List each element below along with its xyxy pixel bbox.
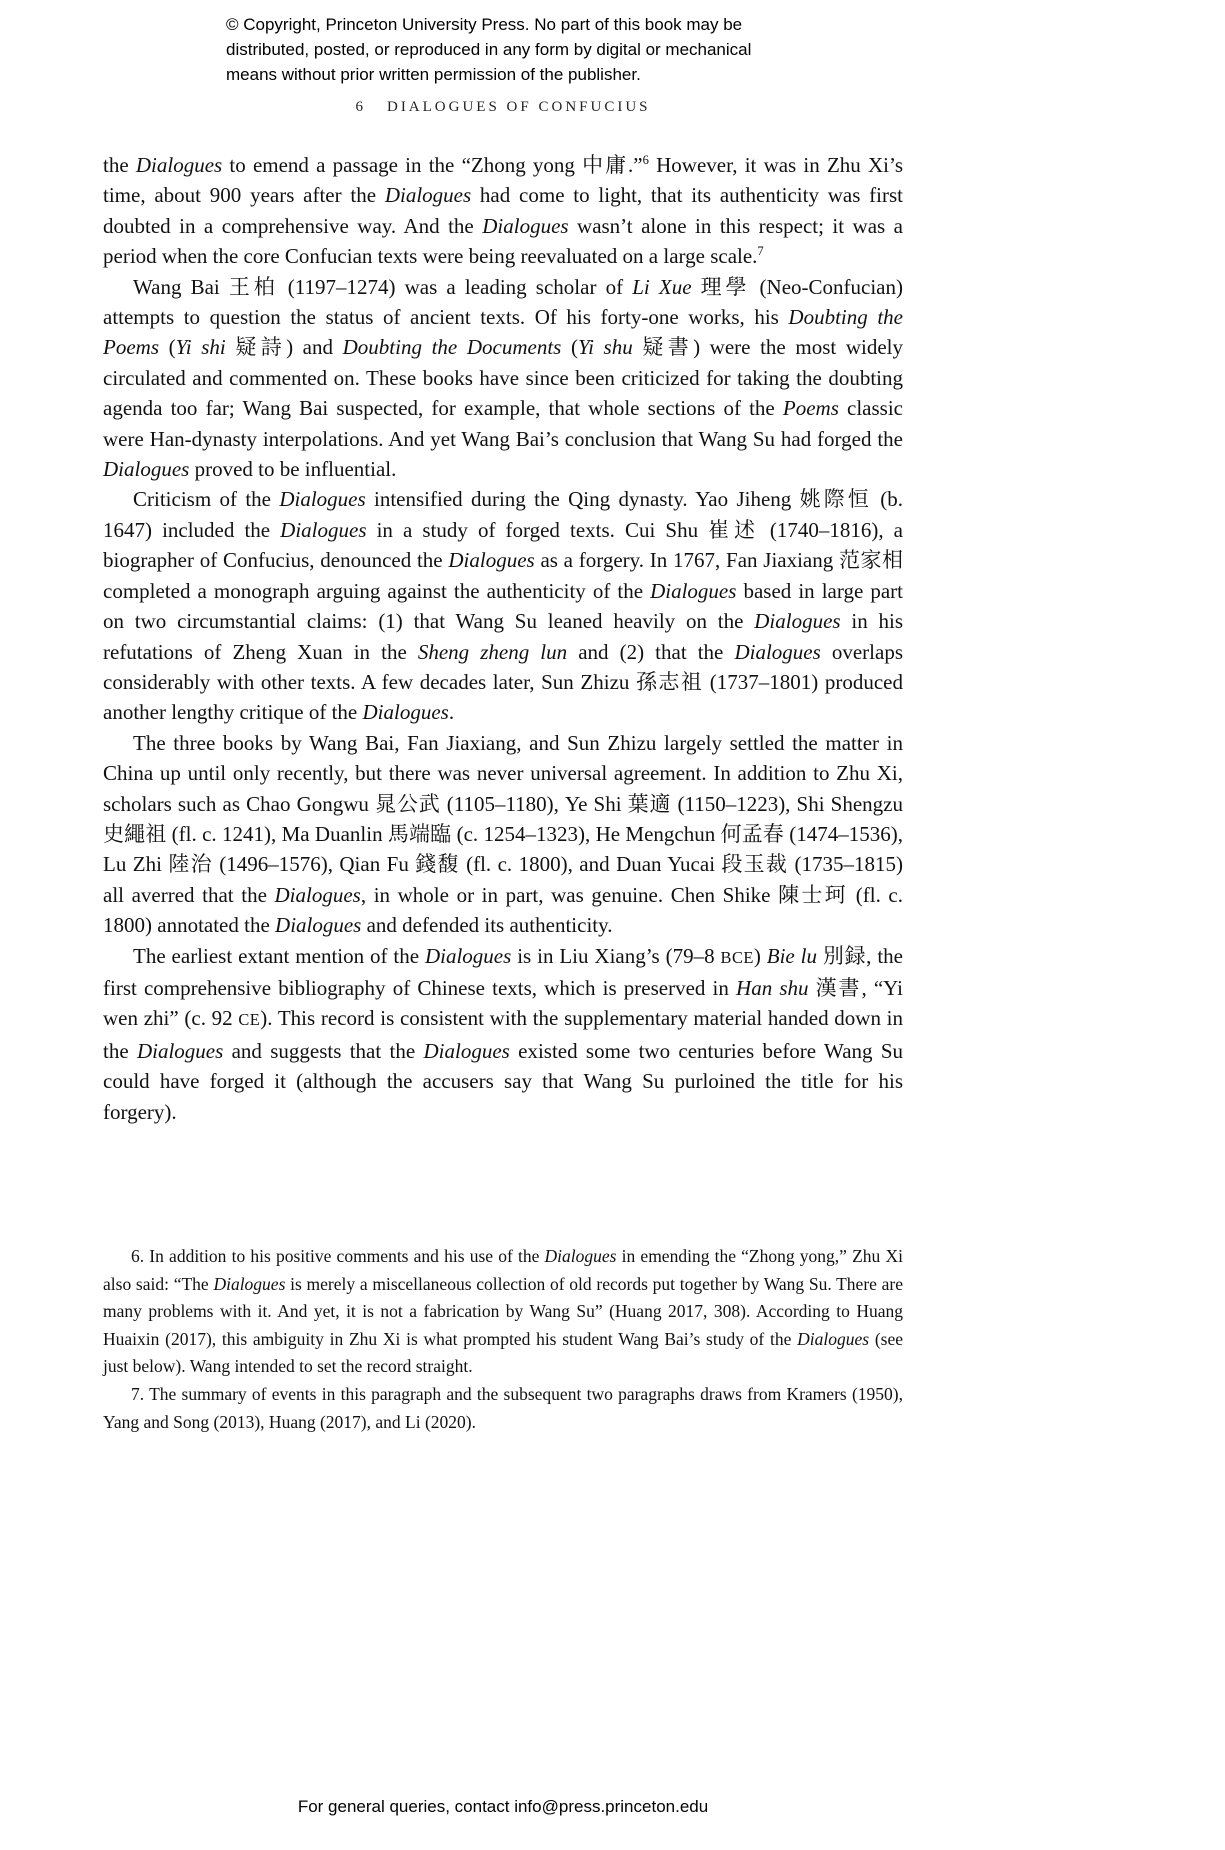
page-number: 6 <box>355 99 363 115</box>
page-footer <box>103 1797 903 1817</box>
italic-run: Dialogues <box>424 943 512 968</box>
italic-run: Bie lu <box>766 943 817 968</box>
italic-run: Dialogues <box>274 882 361 907</box>
text-run: classic were Han-dynasty interpolations. And yet Wang Bai’s conclusion that Wang Su had forged the <box>103 396 903 451</box>
running-head-title: DIALOGUES OF CONFUCIUS <box>386 99 651 115</box>
paragraph <box>103 150 903 272</box>
italic-run: Yi shi <box>175 335 226 360</box>
italic-run: Dialogues <box>384 183 472 208</box>
text-run: in emending the “Zhong yong,” Zhu Xi also said: “The <box>103 1246 903 1294</box>
text-run: to emend a passage in the “Zhong yong 中庸.” <box>222 153 643 177</box>
text-run: Criticism of the <box>133 487 280 512</box>
text-run: ). This record is consistent with the supplementary material handed down in the <box>103 1006 903 1063</box>
text-run: 別録, the first comprehensive bibliography of Chinese texts, which is preserved in <box>103 943 903 1000</box>
italic-run: Yi shu <box>577 335 633 360</box>
italic-run: Doubting the Poems <box>103 305 903 360</box>
text-run: (see just below). Wang intended to set the record straight. <box>103 1328 903 1377</box>
text-run: had come to light, that its authenticity was first doubted in a comprehensive way. And the <box>103 183 903 238</box>
text-run: is merely a miscellaneous collection of old records put together by Wang Su. There are many problems with it. And yet, it is not a fabrication by Wang Su” (Huang 2017, 308). According to Huang Huaixin (2017), this ambiguity in Zhu Xi is what prompted his student Wang Bai’s study of the <box>103 1273 904 1349</box>
italic-run: Poems <box>782 396 839 421</box>
italic-run: Dialogues <box>754 609 841 634</box>
footnote <box>103 1243 903 1381</box>
italic-run: Dialogues <box>734 639 821 664</box>
italic-run: Dialogues <box>544 1246 617 1266</box>
footnote-marker: 7 <box>757 244 764 259</box>
text-run: overlaps considerably with other texts. A few decades later, Sun Zhizu 孫志祖 (1737–1801) produced another lengthy critique of the <box>103 639 903 725</box>
text-run: 6. In addition to his positive comments and his use of the <box>131 1246 545 1266</box>
text-run: wasn’t alone in this respect; it was a period when the core Confucian texts were being reevaluated on a large scale. <box>103 213 903 269</box>
italic-run: Dialogues <box>213 1273 286 1294</box>
text-run: 疑詩) and <box>225 335 343 360</box>
text-run: 7. The summary of events in this paragraph and the subsequent two paragraphs draws from Kramers (1950), Yang and Song (2013), Huang (2017), and Li (2020). <box>103 1383 903 1432</box>
paragraph <box>103 941 903 1127</box>
italic-run: Dialogues <box>275 913 362 938</box>
copyright-notice <box>226 12 866 87</box>
text-run: based in large part on two circumstantial claims: (1) that Wang Su leaned heavily on the <box>103 578 903 634</box>
italic-run: Dialogues <box>482 213 569 238</box>
text-run: 疑書) were the most widely circulated and commented on. These books have since been criticized for taking the doubting agenda too far; Wang Bai suspected, for example, that whole sections of the <box>103 335 903 421</box>
paragraph <box>103 728 903 941</box>
italic-run: Li Xue <box>632 274 692 299</box>
body-text <box>103 150 903 1127</box>
text-run: intensified during the Qing dynasty. Yao Jiheng 姚際恒 (b. 1647) included the <box>103 487 903 542</box>
text-run: ) <box>753 943 767 968</box>
paragraph <box>103 484 903 727</box>
running-head <box>103 99 903 116</box>
footnotes-section <box>103 1243 903 1436</box>
text-run: The earliest extant mention of the <box>133 943 425 968</box>
italic-run: Dialogues <box>423 1038 510 1063</box>
text-run: Wang Bai 王柏 (1197–1274) was a leading scholar of <box>133 274 633 299</box>
text-run: in a study of forged texts. Cui Shu 崔述 (1740–1816), a biographer of Confucius, denounced the <box>103 517 903 573</box>
italic-run: Dialogues <box>136 1038 224 1063</box>
italic-run: Dialogues <box>279 487 366 512</box>
italic-run: Han shu <box>736 975 809 1000</box>
italic-run: Sheng zheng lun <box>417 639 568 664</box>
italic-run: Dialogues <box>135 153 223 177</box>
text-run: ( <box>561 335 578 360</box>
italic-run: Dialogues <box>797 1328 870 1349</box>
footnote <box>103 1381 903 1436</box>
text-run: ( <box>159 335 176 360</box>
copyright-line: © Copyright, Princeton University Press. No part of this book may be <box>226 15 743 34</box>
text-run: and suggests that the <box>223 1038 424 1063</box>
text-run: and defended its authenticity. <box>361 913 613 938</box>
text-run: as a forgery. In 1767, Fan Jiaxiang 范家相 completed a monograph arguing against the authenticity of the <box>103 548 903 603</box>
italic-run: Dialogues <box>103 457 190 482</box>
italic-run: Dialogues <box>280 517 367 542</box>
text-run: and (2) that the <box>567 639 735 664</box>
italic-run: Dialogues <box>650 578 737 603</box>
text-run: existed some two centuries before Wang Su could have forged it (although the accusers say that Wang Su purloined the title for his forgery). <box>103 1038 904 1124</box>
footer-text: For general queries, contact info@press.princeton.edu <box>297 1797 709 1816</box>
copyright-line: means without prior written permission of the publisher. <box>226 65 641 84</box>
text-run: , in whole or in part, was genuine. Chen Shike 陳士珂 (fl. c. 1800) annotated the <box>103 882 903 938</box>
smallcaps-run: BCE <box>720 947 754 967</box>
text-run: However, it was in Zhu Xi’s time, about 900 years after the <box>103 153 904 208</box>
text-run: is in Liu Xiang’s (79–8 <box>511 943 721 968</box>
paragraph <box>103 272 903 485</box>
smallcaps-run: CE <box>238 1010 261 1030</box>
italic-run: Dialogues <box>448 548 535 573</box>
footnote-marker: 6 <box>642 153 649 167</box>
text-run: proved to be influential. <box>189 457 397 482</box>
italic-run: Doubting the Documents <box>342 335 562 360</box>
text-run: in his refutations of Zheng Xuan in the <box>103 609 904 664</box>
text-run: the <box>103 153 136 177</box>
text-run: The three books by Wang Bai, Fan Jiaxiang, and Sun Zhizu largely settled the matter in China up until only recently, but there was never universal agreement. In addition to Zhu Xi, scholars such as Chao Gongwu 晁公武 (1105–1180), Ye Shi 葉適 (1150–1223), Shi Shengzu 史繩祖 (fl. c. 1241), Ma Duanlin 馬端臨 (c. 1254–1323), He Mengchun 何孟春 (1474–1536), Lu Zhi 陸治 (1496–1576), Qian Fu 錢馥 (fl. c. 1800), and Duan Yucai 段玉裁 (1735–1815) all averred that the <box>103 730 903 907</box>
copyright-line: distributed, posted, or reproduced in any form by digital or mechanical <box>226 40 752 59</box>
text-run: 漢書, “Yi wen zhi” (c. 92 <box>103 975 903 1031</box>
text-run: . <box>448 700 455 725</box>
italic-run: Dialogues <box>362 700 449 725</box>
text-run: 理學 (Neo-Confucian) attempts to question the status of ancient texts. Of his forty-one works, his <box>103 274 903 330</box>
